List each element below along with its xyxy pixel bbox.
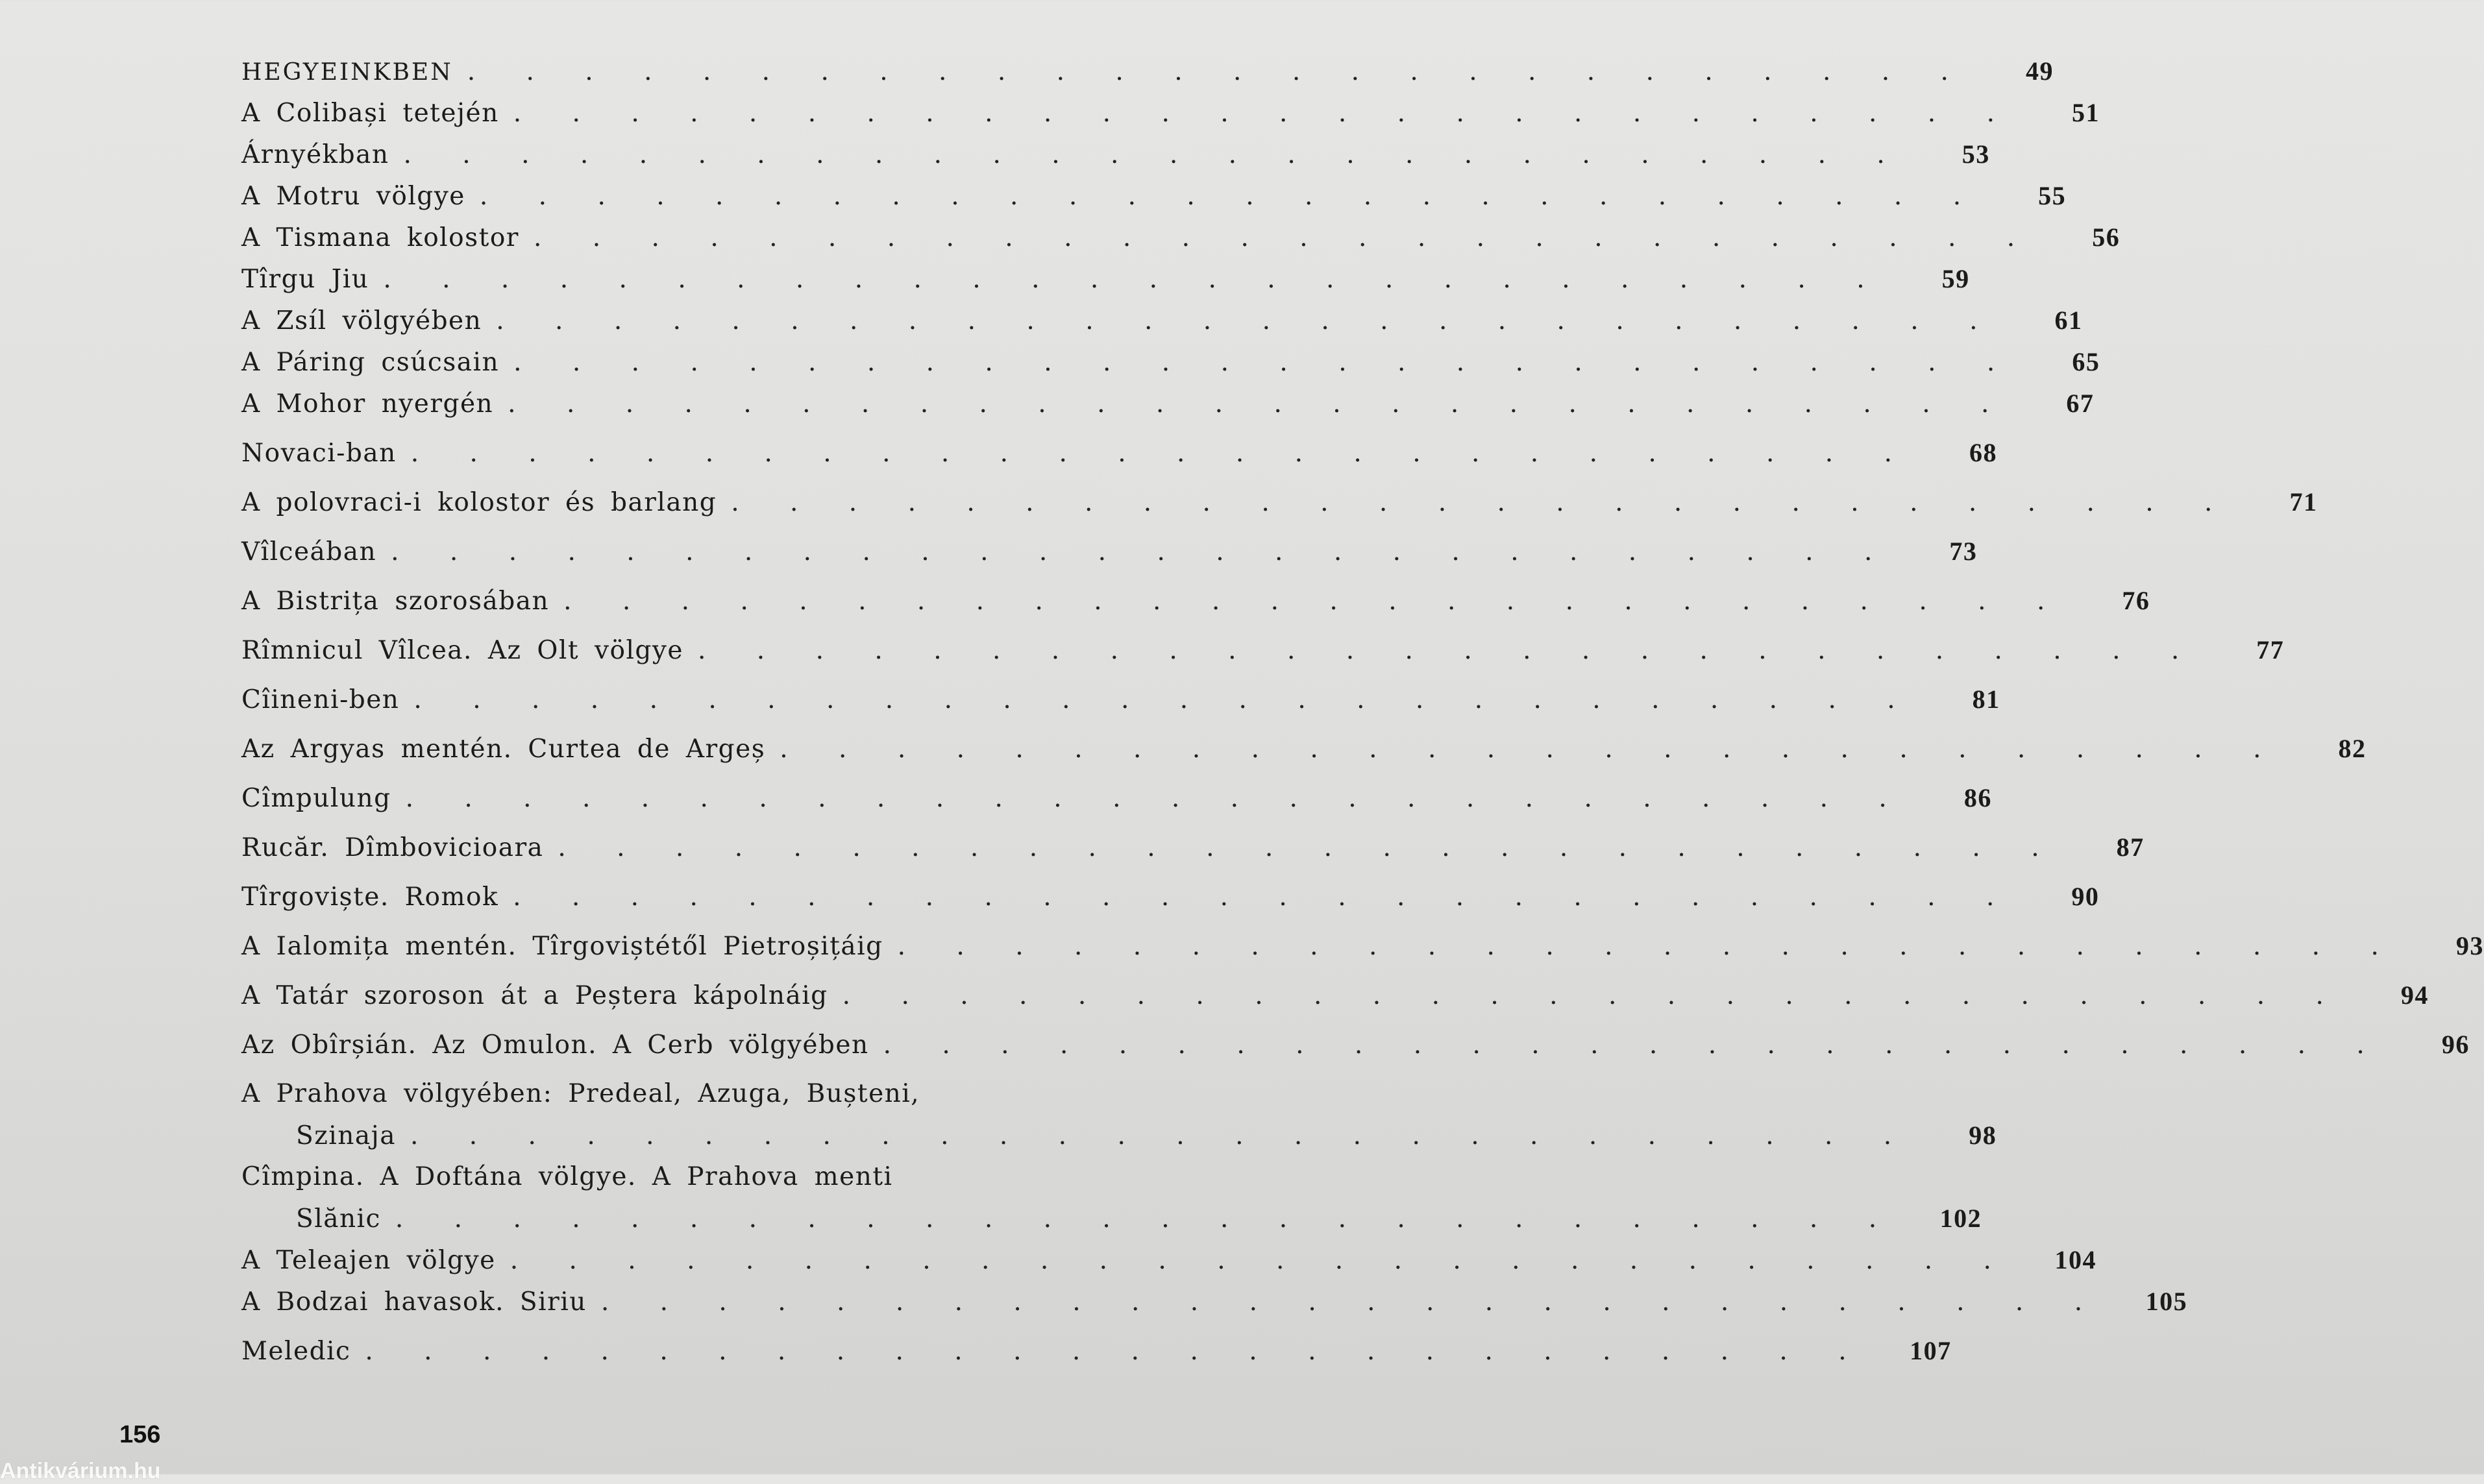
toc-entry-title: A Colibași tetején [241,99,499,128]
toc-entry-title: A Tismana kolostor [241,223,519,252]
table-of-contents [241,51,2484,1380]
toc-entry-title: A Teleajen völgye [241,1246,496,1275]
dot-leader: . . . . . . . . . . . . . . . . . . . . . . . . . . [508,389,2008,419]
toc-entry-title: A Páring csúcsain [241,348,500,377]
dot-leader: . . . . . . . . . . . . . . . . . . . . . . . . . . [410,1121,1910,1150]
toc-entry-continuation [241,1198,1982,1239]
toc-entry-title: Az Argyas mentén. Curtea de Argeș [241,735,766,764]
toc-entry-title: Vîlceában [241,537,377,566]
toc-entry-page: 59 [1941,264,1970,293]
toc-entry-page: 81 [1972,685,2000,714]
toc-entry-page: 94 [2400,980,2429,1010]
page-number: 156 [119,1421,161,1448]
dot-leader: . . . . . . . . . . . . . . . . . . . . . . . . . . [496,306,1996,335]
toc-entry [241,679,2000,728]
dot-leader: . . . . . . . . . . . . . . . . . . . . . . . . . . [413,685,1913,714]
toc-entry-title: Cîmpulung [241,784,391,813]
dot-leader: . . . . . . . . . . . . . . . . . . . . . . . . . . [563,587,2063,616]
toc-entry-title: A Zsíl völgyében [241,306,482,335]
toc-entry-title-line2: Szinaja [296,1121,396,1150]
dot-leader: . . . . . . . . . . . . . . . . . . . . . . . . . . [467,57,1967,86]
toc-entry-page: 82 [2338,734,2367,763]
dot-leader: . . . . . . . . . . . . . . . . . . . . . . . . . . [513,882,2013,912]
dot-leader: . . . . . . . . . . . . . . . . . . . . . . . . . . [479,182,1980,211]
toc-entry-continuation [241,1115,1997,1156]
toc-entry-page: 77 [2256,635,2285,664]
toc-entry [241,175,2067,217]
toc-entry-title: A Bodzai havasok. Siriu [241,1287,587,1317]
toc-entry-title: A Ialomița mentén. Tîrgoviștétől Pietroșițáig [241,932,883,961]
toc-entry [241,51,2054,92]
toc-entry-title-line2: Slănic [296,1204,381,1234]
toc-entry-page: 71 [2289,487,2318,517]
toc-entry-page: 68 [1969,438,1997,467]
toc-entry-page: 96 [2441,1030,2470,1059]
toc-entry [241,1239,2097,1281]
toc-entry-page: 98 [1969,1121,1997,1150]
toc-entry-title: Novaci-ban [241,439,397,468]
toc-entry-title: Rucăr. Dîmbovicioara [241,833,544,862]
dot-leader: . . . . . . . . . . . . . . . . . . . . . . . . . . [510,1246,2010,1275]
toc-entry-page: 104 [2054,1245,2097,1274]
dot-leader: . . . . . . . . . . . . . . . . . . . . . . . . . . [383,265,1883,294]
dot-leader: . . . . . . . . . . . . . . . . . . . . . . . . . . [780,735,2280,764]
toc-entry [241,300,2083,341]
toc-entry-page: 93 [2455,931,2484,960]
toc-entry-page: 107 [1910,1336,1952,1365]
toc-entry [241,1024,2470,1073]
toc-entry-title: Tîrgoviște. Romok [241,882,499,912]
toc-entry-page: 55 [2038,181,2067,210]
toc-entry-title-line1: A Prahova völgyében: Predeal, Azuga, Bușteni, [241,1079,920,1108]
toc-entry-multiline [241,1156,1982,1239]
toc-entry-page: 61 [2054,306,2083,335]
toc-entry-page: 49 [2025,56,2054,86]
toc-entry [241,728,2367,777]
toc-entry [241,925,2484,975]
toc-entry-page: 105 [2145,1287,2188,1316]
toc-entry-title: A Tatár szoroson át a Peștera kápolnáig [241,981,828,1010]
dot-leader: . . . . . . . . . . . . . . . . . . . . . . . . . . [403,140,1903,169]
dot-leader: . . . . . . . . . . . . . . . . . . . . . . . . . . [391,537,1891,566]
toc-entry [241,629,2285,679]
dot-leader: . . . . . . . . . . . . . . . . . . . . . . . . . . [410,439,1910,468]
watermark-text: Antikvárium.hu [0,1459,161,1483]
toc-entry-title: Az Obîrșián. Az Omulon. A Cerb völgyében [241,1030,869,1060]
toc-entry-page: 67 [2066,389,2095,418]
dot-leader: . . . . . . . . . . . . . . . . . . . . . . . . . . [405,784,1905,813]
toc-entry-page: 65 [2072,347,2100,376]
toc-entry [241,481,2318,531]
toc-entry [241,1330,1952,1380]
toc-entry-title: Rîmnicul Vîlcea. Az Olt völgye [241,636,684,665]
toc-entry-page: 73 [1949,537,1978,566]
toc-entry-title: A Motru völgye [241,182,465,211]
toc-entry-page: 86 [1963,783,1992,812]
toc-entry-title-line1: Cîmpina. A Doftána völgye. A Prahova menti [241,1162,893,1191]
toc-entry [241,580,2150,629]
toc-entry-title: Tîrgu Jiu [241,265,369,294]
dot-leader: . . . . . . . . . . . . . . . . . . . . . . . . . . [842,981,2342,1010]
toc-entry [241,134,1990,175]
toc-entry [241,383,2095,432]
toc-entry [241,777,1992,827]
dot-leader: . . . . . . . . . . . . . . . . . . . . . . . . . . [513,99,2013,128]
toc-entry [241,975,2429,1024]
toc-entry-page: 87 [2116,833,2145,862]
toc-entry [241,258,1970,300]
dot-leader: . . . . . . . . . . . . . . . . . . . . . . . . . . [698,636,2198,665]
dot-leader: . . . . . . . . . . . . . . . . . . . . . . . . . . [395,1204,1895,1234]
toc-entry [241,827,2145,876]
toc-entry-page: 51 [2071,98,2100,127]
toc-entry-page: 76 [2122,586,2150,615]
dot-leader: . . . . . . . . . . . . . . . . . . . . . . . . . . [897,932,2397,961]
toc-entry-page: 53 [1961,140,1990,169]
dot-leader: . . . . . . . . . . . . . . . . . . . . . . . . . . [600,1287,2101,1317]
toc-entry-title: A Bistrița szorosában [241,587,550,616]
toc-entry-multiline [241,1073,1997,1156]
toc-entry-page: 90 [2071,882,2100,911]
toc-entry-title: HEGYEINKBEN [241,59,453,86]
toc-entry-title: Meledic [241,1337,351,1366]
dot-leader: . . . . . . . . . . . . . . . . . . . . . . . . . . [365,1337,1865,1366]
toc-entry [241,432,1997,481]
toc-entry [241,876,2100,925]
toc-entry [241,1281,2188,1330]
toc-entry-title: Árnyékban [241,140,389,169]
dot-leader: . . . . . . . . . . . . . . . . . . . . . . . . . . [513,348,2013,377]
toc-entry-title: A Mohor nyergén [241,389,494,419]
toc-entry [241,341,2100,383]
toc-entry [241,92,2100,134]
toc-entry [241,217,2121,258]
dot-leader: . . . . . . . . . . . . . . . . . . . . . . . . . . [883,1030,2383,1060]
toc-entry [241,531,1978,580]
dot-leader: . . . . . . . . . . . . . . . . . . . . . . . . . . [558,833,2058,862]
dot-leader: . . . . . . . . . . . . . . . . . . . . . . . . . . [533,223,2034,252]
toc-entry-title: Cîineni-ben [241,685,400,714]
toc-entry-page: 56 [2092,223,2121,252]
toc-entry-page: 102 [1939,1204,1982,1233]
toc-entry-title: A polovraci-i kolostor és barlang [241,488,717,517]
dot-leader: . . . . . . . . . . . . . . . . . . . . . . . . . . [731,488,2231,517]
